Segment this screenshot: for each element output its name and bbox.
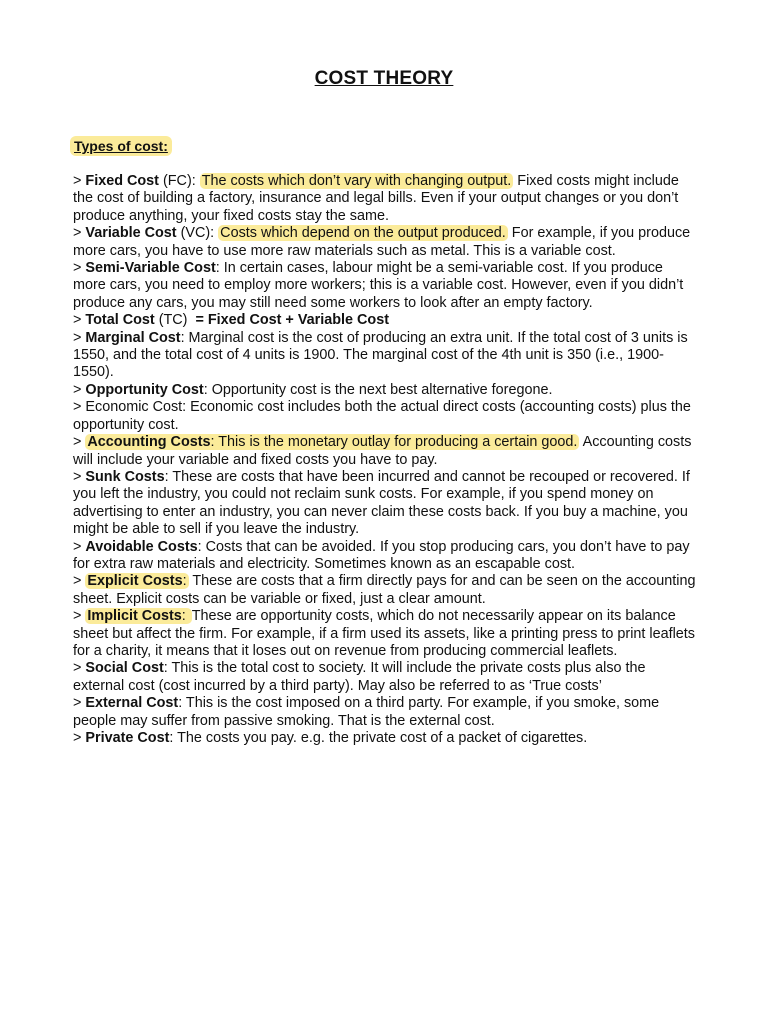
- term-social-cost: Social Cost: [85, 660, 164, 677]
- entry-marginal-cost: > Marginal Cost: Marginal cost is the cost of producing an extra unit. If the total cost of 3 units is 1550, and the total cost of 4 units is 1900. The marginal cost of the 4th unit is 350 (i.e., 1900-1550).: [73, 329, 688, 381]
- entry-opportunity-cost: > Opportunity Cost: Opportunity cost is the next best alternative foregone.: [73, 381, 553, 398]
- entry-total-cost: > Total Cost (TC) = Fixed Cost + Variable Cost: [73, 312, 390, 329]
- highlight-implicit-costs: Implicit Costs:: [87, 608, 190, 625]
- subheading-wrapper: [70, 136, 172, 156]
- term-marginal-cost: Marginal Cost: [85, 329, 181, 346]
- term-total-cost: Total Cost: [85, 312, 155, 329]
- entry-sunk-costs: > Sunk Costs: These are costs that have been incurred and cannot be recouped or recovered. If you left the industry, you could not reclaim sunk costs. For example, if you spend money on advertising to enter an industry, you can never claim these costs back. If you buy a machine, you might be able to sell if you leave the industry.: [73, 468, 690, 538]
- term-private-cost: Private Cost: [85, 730, 170, 746]
- entry-semi-variable-cost: > Semi-Variable Cost: In certain cases, labour might be a semi-variable cost. If you produce more cars, you need to employ more workers; this is a variable cost. However, even if you didn’t produce any cars, you may still need some workers to look after an empty factory.: [73, 260, 684, 311]
- entry-accounting-costs: > Accounting Costs: This is the monetary outlay for producing a certain good. Accounting costs will include your variable and fixed costs you have to pay.: [73, 434, 692, 468]
- entry-economic-cost: > Economic Cost: Economic cost includes both the actual direct costs (accounting costs) plus the opportunity cost.: [73, 399, 691, 433]
- highlight-accounting-costs: Accounting Costs: This is the monetary outlay for producing a certain good.: [87, 434, 578, 451]
- term-accounting-costs: Accounting Costs: [87, 434, 211, 451]
- highlight-explicit-costs: Explicit Costs:: [87, 573, 187, 590]
- term-avoidable-costs: Avoidable Costs: [85, 538, 198, 555]
- entry-external-cost: > External Cost: This is the cost imposed on a third party. For example, if you smoke, some people may suffer from passive smoking. That is the external cost.: [73, 695, 660, 729]
- term-semi-variable-cost: Semi-Variable Cost: [85, 260, 216, 277]
- total-cost-formula: = Fixed Cost + Variable Cost: [195, 312, 390, 329]
- term-external-cost: External Cost: [85, 695, 179, 712]
- entry-variable-cost: > Variable Cost (VC): Costs which depend on the output produced. For example, if you produce more cars, you have to use more raw materials such as metal. This is a variable cost.: [73, 225, 691, 259]
- entry-private-cost: > Private Cost: The costs you pay. e.g. the private cost of a packet of cigarettes.: [73, 730, 588, 746]
- page-title: COST THEORY: [314, 68, 454, 89]
- term-explicit-costs: Explicit Costs: [87, 573, 183, 590]
- term-sunk-costs: Sunk Costs: [85, 468, 165, 485]
- entry-fixed-cost: > Fixed Cost (FC): The costs which don’t vary with changing output. Fixed costs might include the cost of building a factory, insurance and legal bills. Even if your output changes or you don’t produce anything, your fixed costs stay the same.: [73, 173, 679, 224]
- types-of-cost-heading: Types of cost:: [70, 136, 172, 156]
- term-fixed-cost: Fixed Cost: [85, 173, 159, 189]
- entry-social-cost: > Social Cost: This is the total cost to society. It will include the private costs plus also the external cost (cost incurred by a third party). May also be referred to as ‘True costs’: [73, 660, 646, 694]
- entry-avoidable-costs: > Avoidable Costs: Costs that can be avoided. If you stop producing cars, you don’t have to pay for extra raw materials and electricity. Sometimes known as an escapable cost.: [73, 538, 690, 572]
- entry-explicit-costs: > Explicit Costs: These are costs that a firm directly pays for and can be seen on the accounting sheet. Explicit costs can be variable or fixed, just a clear amount.: [73, 573, 696, 607]
- term-opportunity-cost: Opportunity Cost: [85, 381, 204, 398]
- term-variable-cost: Variable Cost: [85, 225, 177, 242]
- term-implicit-costs: Implicit Costs: [87, 608, 182, 625]
- entry-implicit-costs: > Implicit Costs: These are opportunity costs, which do not necessarily appear on its balance sheet but affect the firm. For example, if a firm used its assets, like a printing press to print leaflets for a charity, it means that it loses out on revenue from producing commercial leaflets.: [73, 608, 696, 659]
- highlight-fixed-cost: The costs which don’t vary with changing output.: [201, 173, 512, 189]
- cost-definitions: [73, 173, 698, 747]
- highlight-variable-cost: Costs which depend on the output produced.: [220, 225, 506, 242]
